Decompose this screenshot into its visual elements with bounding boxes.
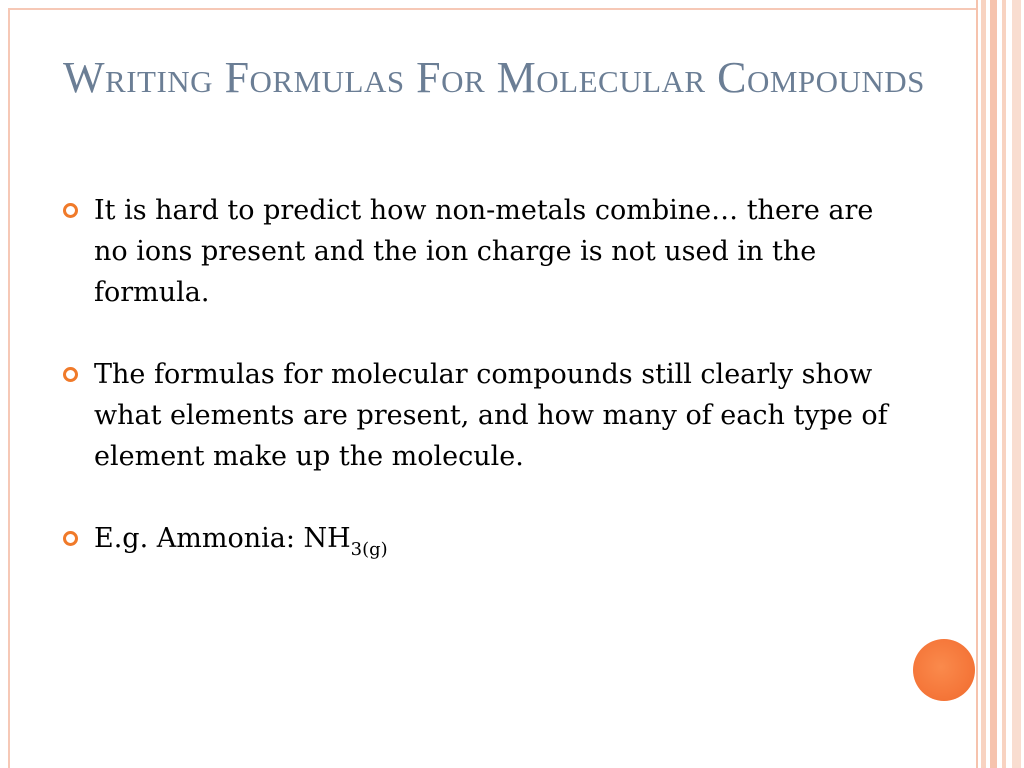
ring-bullet-icon: [63, 203, 78, 218]
right-border-stripe: [976, 0, 978, 768]
bullet-text: It is hard to predict how non-metals combine… there are no ions present and the ion charge is not used in the formula.: [94, 195, 874, 308]
bullet-item: [60, 518, 890, 559]
slide-title: Writing Formulas For Molecular Compounds: [63, 53, 925, 102]
orange-circle-decoration: [913, 639, 975, 701]
bullet-text: E.g. Ammonia: NH: [94, 523, 351, 554]
bullet-list: [60, 190, 890, 600]
bullet-text: The formulas for molecular compounds still clearly show what elements are present, and how many of each type of element make up the molecule.: [94, 359, 888, 472]
right-border-stripe: [990, 0, 997, 768]
right-border-stripe: [1012, 0, 1021, 768]
ring-bullet-icon: [63, 367, 78, 382]
bullet-item: [60, 190, 890, 313]
ring-bullet-icon: [63, 531, 78, 546]
formula-subscript: 3(g): [350, 539, 388, 560]
bullet-item: [60, 354, 890, 477]
